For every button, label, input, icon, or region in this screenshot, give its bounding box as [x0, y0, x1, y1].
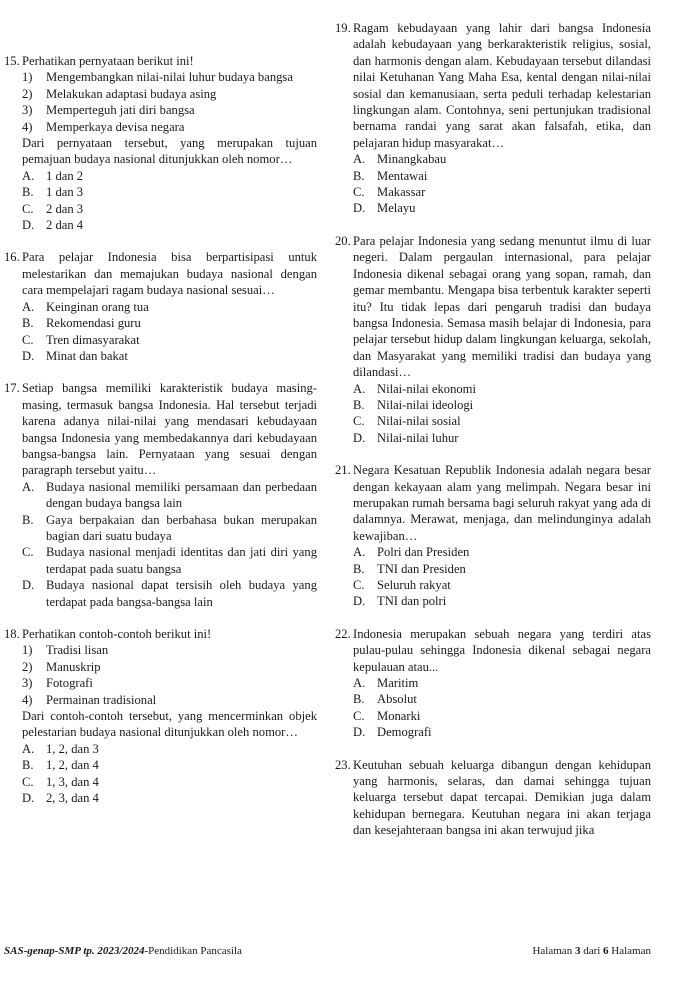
option-b[interactable] — [22, 184, 317, 200]
option-label: C. — [22, 545, 34, 560]
option-text: Budaya nasional memiliki persamaan dan perbedaan dengan budaya bangsa lain — [46, 479, 317, 511]
option-text: 1, 2, dan 3 — [46, 741, 99, 756]
option-text: Melayu — [377, 201, 416, 216]
option-text: 1 dan 3 — [46, 185, 84, 200]
option-text: 1, 3, dan 4 — [46, 774, 99, 789]
option-d[interactable] — [22, 217, 317, 233]
question-number: 22. — [335, 626, 351, 641]
question-21 — [335, 462, 651, 610]
option-text: Minangkabau — [377, 152, 447, 167]
option-b[interactable] — [353, 561, 651, 577]
option-label: D. — [22, 578, 35, 593]
example-label: 3) — [22, 676, 33, 691]
question-number: 19. — [335, 21, 351, 35]
option-d[interactable] — [353, 200, 651, 216]
page-mid: dari — [580, 945, 604, 957]
option-d[interactable] — [353, 724, 651, 740]
question-19 — [335, 20, 651, 217]
page-prefix: Halaman — [532, 945, 575, 957]
option-label: B. — [22, 185, 34, 200]
option-label: B. — [353, 397, 365, 412]
question-17 — [4, 380, 317, 610]
option-b[interactable] — [353, 168, 651, 184]
statement-label: 4) — [22, 119, 33, 134]
option-label: C. — [353, 185, 365, 200]
option-a[interactable] — [353, 544, 651, 560]
statement-label: 1) — [22, 70, 33, 85]
page-total: 6 — [603, 945, 609, 957]
option-label: D. — [353, 594, 366, 609]
option-label: C. — [353, 708, 365, 723]
option-text: Budaya nasional dapat tersisih oleh budaya yang terdapat pada bangsa-bangsa lain — [46, 578, 317, 609]
option-text: Nilai-nilai ideologi — [377, 397, 474, 412]
page-indicator — [532, 944, 651, 958]
option-text: Demografi — [377, 725, 432, 740]
statement-label: 3) — [22, 103, 33, 118]
statement-text: Mengembangkan nilai-nilai luhur budaya bangsa — [46, 70, 293, 85]
question-number: 20. — [335, 233, 351, 248]
option-label: B. — [22, 512, 34, 527]
option-text: 1 dan 2 — [46, 168, 84, 183]
option-label: A. — [22, 299, 35, 314]
option-label: A. — [353, 545, 366, 560]
option-label: D. — [22, 791, 35, 806]
option-text: 2 dan 4 — [46, 218, 84, 233]
option-text: Makassar — [377, 185, 426, 200]
example-item — [22, 692, 317, 708]
page-current: 3 — [574, 945, 581, 957]
option-label: B. — [22, 316, 34, 331]
statement-item — [22, 86, 317, 102]
example-text: Fotografi — [46, 676, 93, 691]
question-number: 15. — [4, 54, 20, 68]
option-b[interactable] — [22, 512, 317, 545]
example-item — [22, 675, 317, 691]
option-label: B. — [22, 758, 34, 773]
question-16 — [4, 249, 317, 364]
option-c[interactable] — [22, 774, 317, 790]
option-a[interactable] — [22, 741, 317, 757]
option-label: D. — [22, 218, 35, 233]
option-label: C. — [353, 578, 365, 592]
option-c[interactable] — [353, 184, 651, 200]
question-number: 17. — [4, 381, 20, 396]
footer-left — [4, 944, 242, 958]
question-20 — [335, 233, 651, 446]
option-c[interactable] — [353, 577, 651, 593]
statement-item — [22, 69, 317, 85]
option-label: A. — [22, 479, 35, 494]
option-d[interactable] — [22, 348, 317, 364]
option-d[interactable] — [22, 577, 317, 610]
page-footer — [4, 944, 651, 958]
option-label: A. — [353, 152, 366, 167]
question-22 — [335, 626, 651, 741]
question-prompt: Dari contoh-contoh tersebut, yang mencerminkan objek pelestarian budaya nasional ditunjukkan oleh nomor… — [22, 709, 317, 740]
option-label: B. — [353, 561, 365, 576]
example-text: Tradisi lisan — [46, 643, 109, 658]
option-text: Minat dan bakat — [46, 348, 128, 363]
option-b[interactable] — [22, 757, 317, 773]
option-text: Nilai-nilai luhur — [377, 430, 459, 445]
question-stem: Perhatikan contoh-contoh berikut ini! — [22, 627, 212, 641]
question-stem: Ragam kebudayaan yang lahir dari bangsa Indonesia adalah kebudayaan yang berkarakteristik religius, sosial, dan harmonis dengan alam. Kebudayaan tersebut dilandasi nilai Ketuhanan Yang Maha Esa, kental dengan nilai-nilai sosial dan kemanusiaan, serta peduli terhadap kelestarian lingkungan alam. Contohnya, seni pertunjukan tradisional bernama randai yang sarat akan falsafah, etika, dan pelajaran hidup masyarakat… — [353, 21, 651, 150]
option-c[interactable] — [353, 413, 651, 429]
example-list — [22, 642, 317, 708]
option-text: Monarki — [377, 708, 421, 723]
question-15 — [4, 53, 317, 233]
option-a[interactable] — [22, 168, 317, 184]
option-d[interactable] — [22, 790, 317, 806]
option-d[interactable] — [353, 430, 651, 446]
question-prompt: Dari pernyataan tersebut, yang merupakan tujuan pemajuan budaya nasional ditunjukkan oleh nomor… — [22, 136, 317, 167]
option-text: Absolut — [377, 692, 417, 707]
option-label: B. — [353, 692, 365, 707]
option-label: C. — [22, 201, 34, 216]
option-label: D. — [353, 725, 366, 740]
example-text: Permainan tradisional — [46, 692, 157, 707]
option-text: 2 dan 3 — [46, 201, 84, 216]
option-text: Mentawai — [377, 168, 428, 183]
example-item — [22, 659, 317, 675]
option-a[interactable] — [22, 299, 317, 315]
question-stem: Perhatikan pernyataan berikut ini! — [22, 54, 194, 68]
option-label: A. — [22, 741, 35, 756]
example-label: 2) — [22, 659, 33, 674]
option-c[interactable] — [22, 332, 317, 348]
option-a[interactable] — [22, 479, 317, 512]
question-number: 23. — [335, 757, 351, 772]
question-stem: Para pelajar Indonesia bisa berpartisipasi untuk melestarikan dan memajukan budaya nasional dengan cara mempelajari ragam budaya nasional sesuai… — [22, 250, 317, 298]
question-number: 18. — [4, 627, 20, 641]
option-text: Seluruh rakyat — [377, 578, 451, 592]
option-a[interactable] — [353, 381, 651, 397]
question-number: 16. — [4, 250, 20, 265]
option-text: Keinginan orang tua — [46, 299, 149, 314]
question-18 — [4, 626, 317, 806]
right-column — [335, 20, 651, 839]
option-text: Nilai-nilai sosial — [377, 414, 461, 429]
option-label: A. — [353, 381, 366, 396]
question-stem: Keutuhan sebuah keluarga dibangun dengan kehidupan yang harmonis, selaras, dan damai sehingga tujuan keluarga tersebut dapat tercapai. Demikian juga dalam kehidupan bernegara. Keutuhan negara ini akan terjaga dan kesejahteraan bangsa ini akan terwujud jika — [353, 757, 651, 838]
option-label: C. — [353, 414, 365, 429]
option-text: Tren dimasyarakat — [46, 332, 140, 347]
statement-item — [22, 102, 317, 118]
option-text: TNI dan Presiden — [377, 561, 466, 576]
option-text: Polri dan Presiden — [377, 545, 470, 560]
option-c[interactable] — [22, 544, 317, 577]
option-label: C. — [22, 332, 34, 347]
option-text: Budaya nasional menjadi identitas dan jati diri yang terdapat pada suatu bangsa — [46, 545, 317, 576]
question-number: 21. — [335, 463, 351, 478]
option-a[interactable] — [353, 675, 651, 691]
question-23 — [335, 757, 651, 839]
option-text: Gaya berpakaian dan berbahasa bukan merupakan bagian dari suatu budaya — [46, 512, 317, 543]
option-label: A. — [353, 676, 366, 691]
statement-text: Melakukan adaptasi budaya asing — [46, 86, 217, 101]
page-suffix: Halaman — [608, 945, 651, 957]
left-column — [4, 53, 317, 806]
exam-code: SAS-genap-SMP tp. 2023/2024- — [4, 945, 149, 957]
option-text: Nilai-nilai ekonomi — [377, 381, 476, 396]
option-b[interactable] — [353, 397, 651, 413]
option-text: 1, 2, dan 4 — [46, 758, 99, 773]
option-c[interactable] — [353, 708, 651, 724]
option-label: D. — [22, 348, 35, 363]
question-stem: Setiap bangsa memiliki karakteristik budaya masing-masing, termasuk bangsa Indonesia. Hal tersebut terjadi karena adanya nilai-nilai yang mendasari kebudayaan bangsa Indonesia yang membedakannya dari kebudayaan bangsa-bangsa lain. Pernyataan yang sesuai dengan paragraph tersebut yaitu… — [22, 381, 317, 478]
question-stem: Negara Kesatuan Republik Indonesia adalah negara besar dengan kekayaan alam yang melimpah. Negara besar ini merupakan rumah bersama bagi seluruh rakyat yang ada di dalamnya. Merawat, menjaga, dan melindunginya adalah kewajiban… — [353, 463, 651, 543]
statement-item — [22, 119, 317, 135]
option-b[interactable] — [353, 691, 651, 707]
question-stem: Para pelajar Indonesia yang sedang menuntut ilmu di luar negeri. Dalam pergaulan internasional, para pelajar Indonesia dikenal sebagai orang yang sopan, ramah, dan gemar membantu. Mengapa bisa terbentuk karakter seperti itu? Itu tidak lepas dari pengaruh tradisi dan budaya bangsa Indonesia. Semasa masih belajar di Indonesia, para pelajar tersebut hidup dalam lingkungan keluarga, sekolah, dan Masyarakat yang memiliki tradisi dan budaya yang dilandasi… — [353, 233, 651, 380]
question-stem: Indonesia merupakan sebuah negara yang terdiri atas pulau-pulau sehingga Indonesia dikenal sebagai negara kepulauan atau... — [353, 626, 651, 674]
option-b[interactable] — [22, 315, 317, 331]
option-text: Rekomendasi guru — [46, 316, 141, 331]
option-label: A. — [22, 168, 35, 183]
statement-text: Memperkaya devisa negara — [46, 119, 185, 134]
option-d[interactable] — [353, 593, 651, 609]
option-a[interactable] — [353, 151, 651, 167]
option-text: TNI dan polri — [377, 594, 447, 609]
statement-label: 2) — [22, 86, 33, 101]
statement-list — [22, 69, 317, 135]
option-text: Maritim — [377, 676, 419, 691]
option-text: 2, 3, dan 4 — [46, 791, 99, 806]
option-label: D. — [353, 430, 366, 445]
option-label: B. — [353, 168, 365, 183]
option-label: C. — [22, 774, 34, 789]
example-label: 1) — [22, 643, 33, 658]
example-item — [22, 642, 317, 658]
example-label: 4) — [22, 692, 33, 707]
subject-name: Pendidikan Pancasila — [148, 945, 242, 957]
option-c[interactable] — [22, 201, 317, 217]
example-text: Manuskrip — [46, 659, 101, 674]
statement-text: Memperteguh jati diri bangsa — [46, 103, 195, 118]
option-label: D. — [353, 201, 366, 216]
